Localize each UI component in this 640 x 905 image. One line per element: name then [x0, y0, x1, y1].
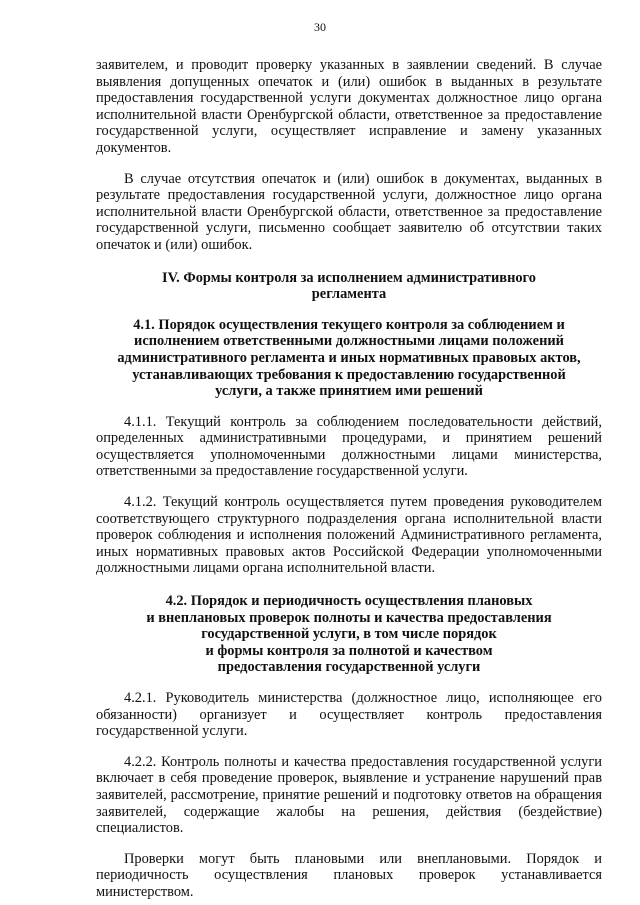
- subsection-title-line: 4.1. Порядок осуществления текущего контроля за соблюдением и: [133, 316, 565, 333]
- section-title: [96, 270, 602, 303]
- paragraph-4-2-1: 4.2.1. Руководитель министерства (должностное лицо, исполняющее его обязанности) организует и осуществляет контроль предоставления государственной услуги.: [96, 690, 602, 740]
- subsection-title-line: 4.2. Порядок и периодичность осуществления плановых: [165, 593, 533, 610]
- paragraph-4-1-2: 4.1.2. Текущий контроль осуществляется путем проведения руководителем соответствующего структурного подразделения органа исполнительной власти проверок соблюдения и исполнения положений Административного регламента, иных нормативных правовых актов Российской Федерации уполномоченными должностными лицами органа исполнительной власти.: [96, 494, 602, 577]
- subsection-title-line: услуги, а также принятием ими решений: [215, 383, 483, 400]
- subsection-title-line: предоставления государственной услуги: [217, 659, 481, 676]
- subsection-title-line: исполнением ответственными должностными лицами положений: [134, 333, 564, 350]
- section-title-line: регламента: [311, 286, 387, 303]
- subsection-title-line: административного регламента и иных нормативных правовых актов,: [117, 349, 581, 366]
- paragraph-4-2-2: 4.2.2. Контроль полноты и качества предоставления государственной услуги включает в себя проведение проверок, выявление и устранение нарушений прав заявителей, рассмотрение, принятие решений и подготовку ответов на обращения заявителей, содержащие жалобы на решения, действия (бездействие) специалистов.: [96, 753, 602, 837]
- subsection-4-1-title: [96, 317, 602, 400]
- paragraph-4-1-1: 4.1.1. Текущий контроль за соблюдением последовательности действий, определенных административными процедурами, и принятием решений осуществляется уполномоченными должностными лицами министерства, ответственными за предоставление государственной услуги.: [96, 413, 602, 480]
- section-title-line: IV. Формы контроля за исполнением административного: [162, 269, 536, 286]
- subsection-title-line: государственной услуги, в том числе порядок: [201, 626, 497, 643]
- subsection-title-line: и внеплановых проверок полноты и качества предоставления: [146, 609, 552, 626]
- subsection-title-line: и формы контроля за полнотой и качеством: [205, 642, 493, 659]
- page-number: 30: [314, 20, 326, 34]
- paragraph-continuation: заявителем, и проводит проверку указанных в заявлении сведений. В случае выявления допущенных опечаток и (или) ошибок в выданных в результате предоставления государственной услуги документах должностное лицо органа исполнительной власти Оренбургской области, ответственное за предоставление государственной услуги, осуществляет исправление и замену указанных документов.: [96, 57, 602, 156]
- subsection-title-line: устанавливающих требования к предоставлению государственной: [132, 366, 566, 383]
- document-body: [96, 57, 602, 901]
- subsection-4-2-title: [96, 593, 602, 676]
- paragraph-no-errors: В случае отсутствия опечаток и (или) ошибок в документах, выданных в результате предоставления государственной услуги, должностное лицо органа исполнительной власти Оренбургской области, ответственное за предоставление государственной услуги, письменно сообщает заявителю об отсутствии таких опечаток и (или) ошибок.: [96, 170, 602, 253]
- paragraph-inspections: Проверки могут быть плановыми или внеплановыми. Порядок и периодичность осуществления плановых проверок устанавливается министерством.: [96, 850, 602, 900]
